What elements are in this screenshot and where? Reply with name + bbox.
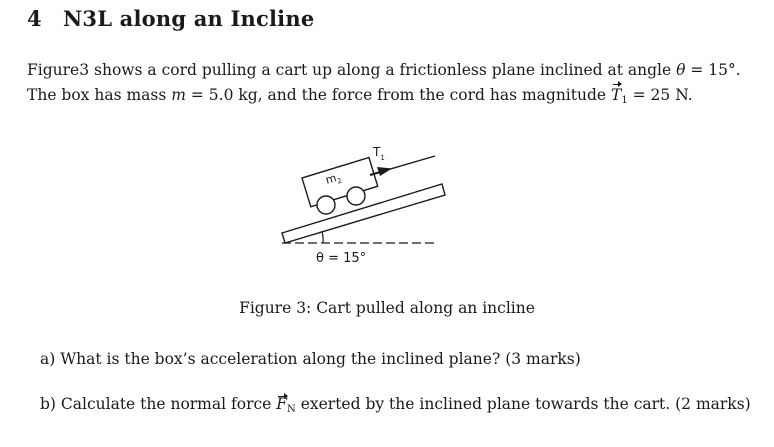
question-a: a) What is the box’s acceleration along the inclined plane? (3 marks) (40, 350, 581, 368)
tension-label: $T_1$ (373, 145, 385, 162)
tension-subscript: 1 (621, 95, 628, 106)
figure-caption: Figure 3: Cart pulled along an incline (239, 299, 535, 317)
question-text: exerted by the inclined plane towards the cart. (2 marks) (295, 395, 751, 413)
paragraph-text: = 5.0 kg, and the force from the cord has magnitude (185, 86, 611, 104)
problem-paragraph (27, 58, 747, 113)
paragraph-text: Figure (27, 61, 80, 79)
paragraph-text: shows a cord pulling a cart up along a frictionless plane inclined at angle (89, 61, 677, 79)
question-text: b) Calculate the normal force (40, 395, 277, 413)
normal-force-subscript: N (287, 404, 296, 415)
normal-force-vector-symbol: F (276, 395, 288, 413)
paragraph-text: = 15°. The box has mass (27, 61, 741, 104)
figure-reference-link[interactable]: 3 (79, 61, 90, 79)
question-b (40, 395, 751, 415)
paragraph-text: = 25 N. (627, 86, 693, 104)
section-title: N3L along an Incline (63, 6, 315, 31)
mass-symbol: m (171, 86, 186, 104)
angle-arc (322, 231, 323, 243)
mass-label: $m_2$ (323, 171, 343, 187)
cart-wheel-rear (317, 196, 335, 214)
cart-wheel-front (347, 187, 365, 205)
tension-arrow-head (377, 167, 392, 176)
cart (302, 158, 378, 207)
incline-figure (270, 138, 450, 268)
theta-symbol: θ (676, 61, 686, 79)
angle-label: θ = 15° (316, 251, 367, 266)
section-number: 4 (27, 6, 42, 31)
tension-vector-symbol: T (611, 83, 621, 108)
section-heading (27, 6, 314, 31)
